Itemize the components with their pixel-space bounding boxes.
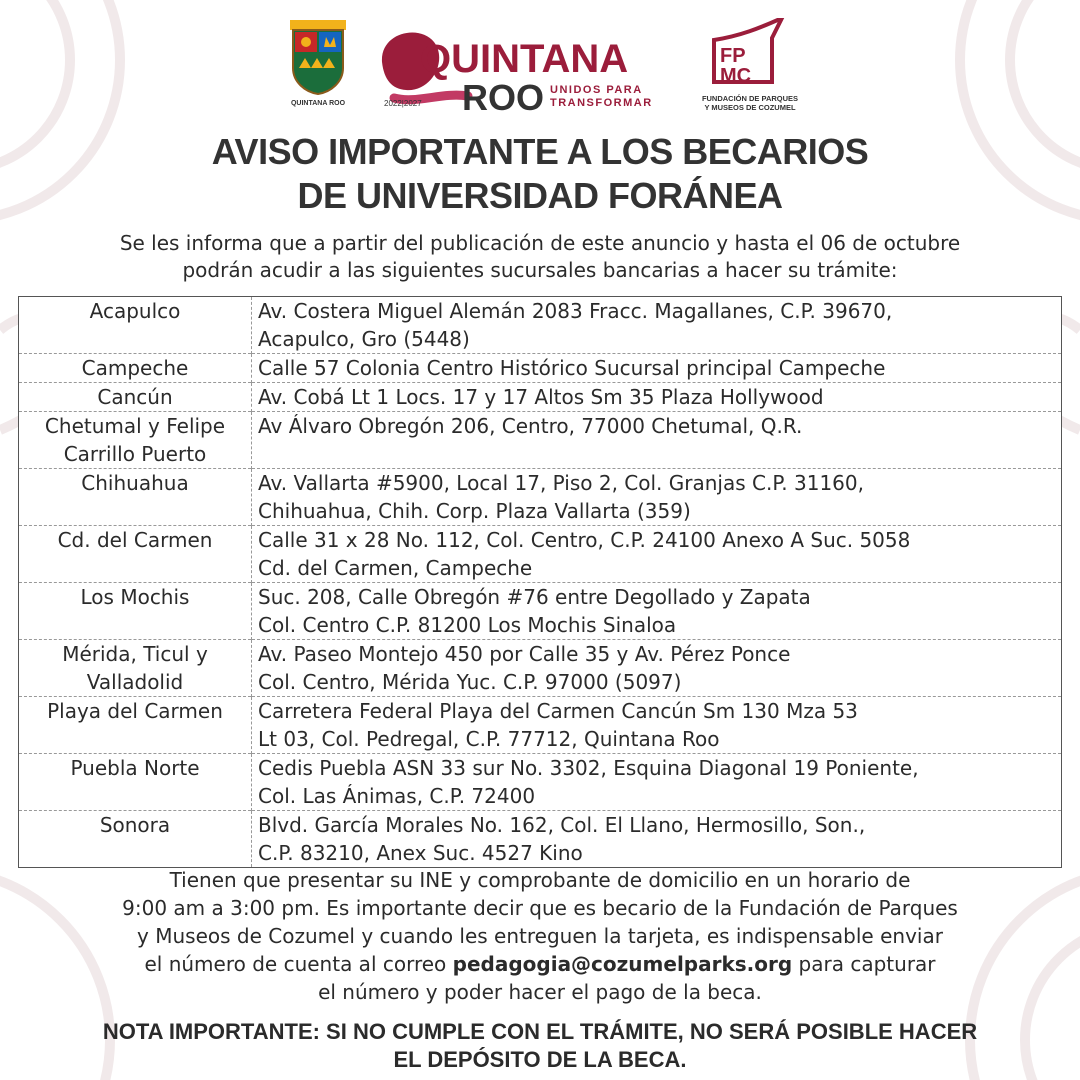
footer-line2: 9:00 am a 3:00 pm. Es importante decir que es becario de la Fundación de Parques bbox=[122, 896, 958, 920]
nota-line1: NOTA IMPORTANTE: SI NO CUMPLE CON EL TRÁMITE, NO SERÁ POSIBLE HACER bbox=[102, 1019, 978, 1044]
contact-email-link[interactable]: pedagogia@cozumelparks.org bbox=[452, 952, 793, 976]
nota-line2: EL DEPÓSITO DE LA BECA. bbox=[393, 1047, 687, 1072]
important-note bbox=[0, 1018, 1080, 1074]
page-title bbox=[0, 130, 1080, 218]
footer-line1: Tienen que presentar su INE y comprobante de domicilio en un horario de bbox=[169, 868, 911, 892]
branch-address-line: Blvd. García Morales No. 162, Col. El Llano, Hermosillo, Son., bbox=[258, 813, 866, 837]
requirements-text bbox=[0, 866, 1080, 1006]
branch-city bbox=[19, 383, 252, 412]
branch-row bbox=[19, 383, 1062, 412]
intro-text bbox=[0, 230, 1080, 284]
branch-address-line: Lt 03, Col. Pedregal, C.P. 77712, Quintana Roo bbox=[258, 727, 720, 751]
branch-city-line: Chihuahua bbox=[81, 471, 189, 495]
branch-row bbox=[19, 754, 1062, 811]
branch-city bbox=[19, 354, 252, 383]
fpmc-caption-line2: Y MUSEOS DE COZUMEL bbox=[704, 103, 796, 112]
fpmc-letters-bottom: MC bbox=[720, 65, 752, 87]
branch-address-line: Acapulco, Gro (5448) bbox=[258, 327, 470, 351]
branch-address bbox=[252, 469, 1062, 526]
shield-icon bbox=[287, 18, 349, 98]
branch-city-line: Cancún bbox=[97, 385, 173, 409]
fpmc-letters-top: FP bbox=[720, 45, 746, 67]
branches-table-body bbox=[19, 297, 1062, 868]
branch-address bbox=[252, 754, 1062, 811]
branch-city bbox=[19, 526, 252, 583]
branch-row bbox=[19, 697, 1062, 754]
tagline-line1: UNIDOS PARA bbox=[550, 84, 643, 96]
branch-city bbox=[19, 754, 252, 811]
intro-line1: Se les informa que a partir del publicación de este anuncio y hasta el 06 de octubre bbox=[119, 231, 961, 255]
branch-city bbox=[19, 640, 252, 697]
branch-city-line: Mérida, Ticul y bbox=[62, 642, 208, 666]
footer-line4-post: para capturar bbox=[792, 952, 936, 976]
branch-city-line: Chetumal y Felipe bbox=[44, 414, 226, 438]
branch-city-line: Cd. del Carmen bbox=[57, 528, 213, 552]
quintana-roo-wordmark-logo bbox=[372, 14, 662, 114]
quintana-roo-shield-logo bbox=[287, 18, 349, 114]
branch-address-line: Cd. del Carmen, Campeche bbox=[258, 556, 533, 580]
branch-city-line: Acapulco bbox=[89, 299, 181, 323]
branch-address bbox=[252, 383, 1062, 412]
fpmc-logo bbox=[700, 18, 800, 114]
branch-address-line: Av. Paseo Montejo 450 por Calle 35 y Av. Pérez Ponce bbox=[258, 642, 791, 666]
branch-address bbox=[252, 526, 1062, 583]
branch-address bbox=[252, 811, 1062, 868]
branch-row bbox=[19, 811, 1062, 868]
wordmark-quintana: QUINTANA bbox=[420, 37, 629, 81]
branch-address bbox=[252, 354, 1062, 383]
branch-address-line: Suc. 208, Calle Obregón #76 entre Degollado y Zapata bbox=[258, 585, 811, 609]
title-line1: AVISO IMPORTANTE A LOS BECARIOS bbox=[211, 131, 869, 172]
footer-line4-pre: el número de cuenta al correo bbox=[144, 952, 453, 976]
branch-address-line: Calle 57 Colonia Centro Histórico Sucursal principal Campeche bbox=[258, 356, 886, 380]
branch-address-line: Col. Las Ánimas, C.P. 72400 bbox=[258, 784, 536, 808]
branch-row bbox=[19, 297, 1062, 354]
intro-line2: podrán acudir a las siguientes sucursales bancarias a hacer su trámite: bbox=[182, 258, 898, 282]
branch-city-line: Los Mochis bbox=[80, 585, 190, 609]
branch-address bbox=[252, 412, 1062, 469]
branch-address-line: Chihuahua, Chih. Corp. Plaza Vallarta (359) bbox=[258, 499, 691, 523]
branch-address bbox=[252, 697, 1062, 754]
branch-city-line: Carrillo Puerto bbox=[63, 442, 207, 466]
branch-address-line: Cedis Puebla ASN 33 sur No. 3302, Esquina Diagonal 19 Poniente, bbox=[258, 756, 919, 780]
branch-address-line: Carretera Federal Playa del Carmen Cancún Sm 130 Mza 53 bbox=[258, 699, 858, 723]
branch-address-line: C.P. 83210, Anex Suc. 4527 Kino bbox=[258, 841, 583, 865]
branch-city bbox=[19, 412, 252, 469]
footer-line5: el número y poder hacer el pago de la beca. bbox=[318, 980, 762, 1004]
footer-line4 bbox=[0, 950, 1080, 978]
branch-address-line: Av Álvaro Obregón 206, Centro, 77000 Chetumal, Q.R. bbox=[258, 414, 803, 438]
branch-city bbox=[19, 297, 252, 354]
branch-city bbox=[19, 697, 252, 754]
branch-address-line: Calle 31 x 28 No. 112, Col. Centro, C.P. 24100 Anexo A Suc. 5058 bbox=[258, 528, 911, 552]
footer-line3: y Museos de Cozumel y cuando les entreguen la tarjeta, es indispensable enviar bbox=[137, 924, 943, 948]
branch-city-line: Playa del Carmen bbox=[47, 699, 223, 723]
fpmc-caption-line1: FUNDACIÓN DE PARQUES bbox=[701, 94, 799, 103]
branch-address bbox=[252, 297, 1062, 354]
branch-city-line: Sonora bbox=[99, 813, 171, 837]
branch-city bbox=[19, 811, 252, 868]
branch-row bbox=[19, 583, 1062, 640]
branch-city bbox=[19, 583, 252, 640]
title-line2: DE UNIVERSIDAD FORÁNEA bbox=[297, 175, 783, 216]
branch-address bbox=[252, 583, 1062, 640]
gov-years: 2022|2027 bbox=[384, 99, 422, 108]
branch-address-line: Col. Centro C.P. 81200 Los Mochis Sinaloa bbox=[258, 613, 677, 637]
branches-table bbox=[18, 296, 1062, 868]
tagline-line2: TRANSFORMAR bbox=[550, 97, 653, 109]
branch-address-line: Av. Costera Miguel Alemán 2083 Fracc. Magallanes, C.P. 39670, bbox=[258, 299, 893, 323]
shield-caption: QUINTANA ROO bbox=[290, 100, 346, 107]
fpmc-mark-icon bbox=[700, 18, 800, 90]
branch-address-line: Av. Cobá Lt 1 Locs. 17 y 17 Altos Sm 35 Plaza Hollywood bbox=[258, 385, 824, 409]
branch-row bbox=[19, 469, 1062, 526]
header-logos bbox=[0, 14, 1080, 114]
branch-address-line: Col. Centro, Mérida Yuc. C.P. 97000 (5097) bbox=[258, 670, 682, 694]
wordmark-roo: ROO bbox=[462, 77, 545, 114]
branch-address bbox=[252, 640, 1062, 697]
branch-address-line: Av. Vallarta #5900, Local 17, Piso 2, Col. Granjas C.P. 31160, bbox=[258, 471, 864, 495]
branch-row bbox=[19, 412, 1062, 469]
branch-row bbox=[19, 354, 1062, 383]
branch-row bbox=[19, 640, 1062, 697]
branch-city bbox=[19, 469, 252, 526]
branch-city-line: Puebla Norte bbox=[70, 756, 200, 780]
branch-row bbox=[19, 526, 1062, 583]
branch-city-line: Valladolid bbox=[86, 670, 184, 694]
branch-city-line: Campeche bbox=[81, 356, 189, 380]
